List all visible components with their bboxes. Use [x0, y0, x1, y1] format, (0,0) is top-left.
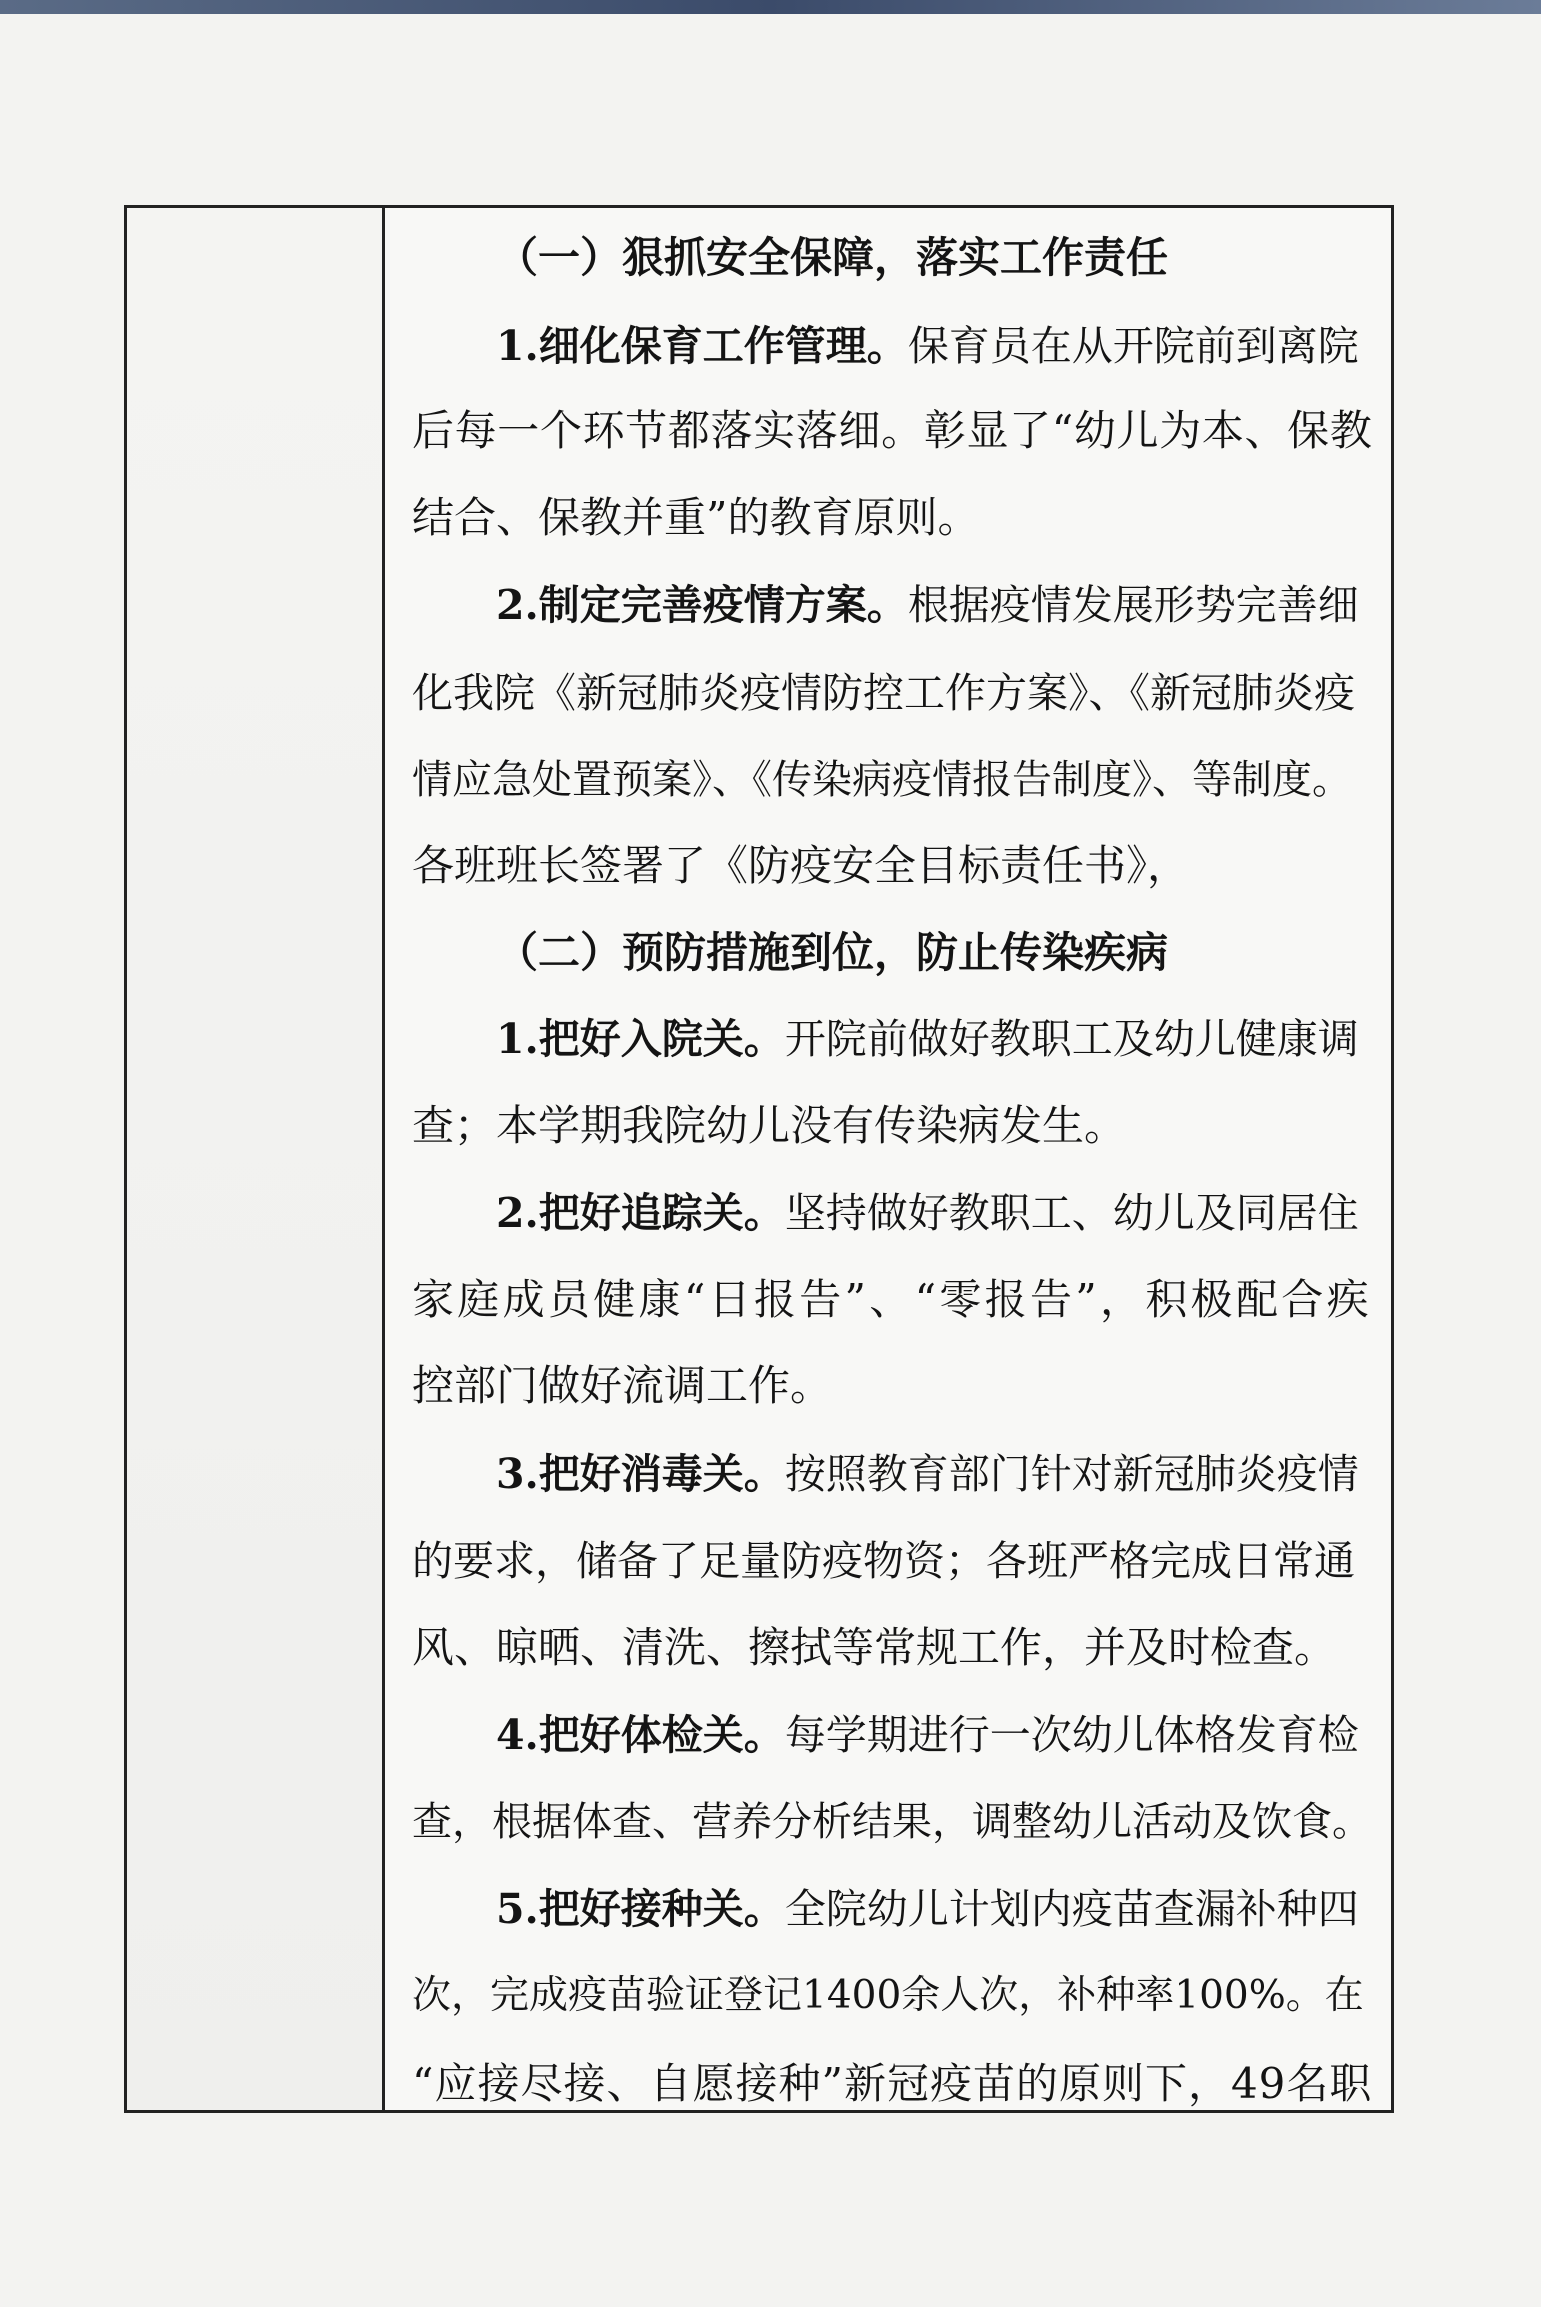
body-text: “应接尽接、自愿接种”新冠疫苗的原则下，49名职 — [412, 2059, 1373, 2108]
body-text: 按照教育部门针对新冠肺炎疫情 — [784, 1450, 1359, 1498]
text-line — [496, 923, 1168, 983]
text-line — [496, 575, 1359, 635]
text-line — [412, 1270, 1372, 1330]
text-line — [412, 836, 1189, 896]
bold-heading: 3.把好消毒关。 — [496, 1450, 785, 1498]
text-line — [412, 663, 1355, 723]
body-text: 的要求，储备了足量防疫物资；各班严格完成日常通 — [412, 1537, 1355, 1585]
body-text: 坚持做好教职工、幼儿及同居住 — [784, 1189, 1359, 1237]
text-line — [412, 401, 1372, 461]
bold-heading: 2.制定完善疫情方案。 — [496, 581, 908, 629]
body-text: 查，根据体查、营养分析结果，调整幼儿活动及饮食。 — [412, 1799, 1372, 1845]
text-line — [496, 1183, 1359, 1243]
bold-heading: 1.细化保育工作管理。 — [496, 322, 908, 370]
scan-top-edge — [0, 0, 1541, 14]
bold-heading: 1.把好入院关。 — [496, 1015, 785, 1063]
document-table — [124, 205, 1394, 2113]
text-line — [496, 1009, 1359, 1069]
left-column — [127, 208, 385, 2110]
text-line — [496, 1705, 1359, 1765]
text-line — [412, 1792, 1372, 1852]
body-text: 家庭成员健康“日报告”、“零报告”，积极配合疾 — [412, 1275, 1372, 1324]
text-line — [412, 750, 1352, 810]
text-line — [412, 1966, 1364, 2026]
bold-heading: （二）预防措施到位，防止传染疾病 — [496, 928, 1169, 977]
text-line — [496, 316, 1359, 376]
body-text: 风、晾晒、清洗、擦拭等常规工作，并及时检查。 — [412, 1623, 1337, 1672]
text-line — [412, 1618, 1336, 1678]
body-text: 保育员在从开院前到离院 — [907, 322, 1359, 370]
bold-heading: 5.把好接种关。 — [496, 1885, 785, 1933]
body-text: 每学期进行一次幼儿体格发育检 — [784, 1711, 1359, 1759]
bold-heading: （一）狠抓安全保障，落实工作责任 — [496, 233, 1169, 282]
body-text: 根据疫情发展形势完善细 — [907, 581, 1359, 629]
body-text: 化我院《新冠肺炎疫情防控工作方案》、《新冠肺炎疫 — [412, 669, 1355, 717]
text-line — [412, 2054, 1372, 2114]
text-line — [412, 1531, 1355, 1591]
text-line — [496, 1879, 1359, 1939]
text-line — [412, 1356, 832, 1416]
text-line — [496, 1444, 1359, 1504]
body-text: 后每一个环节都落实落细。彰显了“幼儿为本、保教 — [412, 406, 1373, 455]
bold-heading: 4.把好体检关。 — [496, 1711, 785, 1759]
body-text: 控部门做好流调工作。 — [412, 1361, 833, 1410]
body-text: 结合、保教并重”的教育原则。 — [412, 493, 980, 542]
text-line — [412, 1096, 1126, 1156]
body-text: 开院前做好教职工及幼儿健康调 — [784, 1015, 1359, 1063]
body-text: 情应急处置预案》、《传染病疫情报告制度》、等制度。 — [412, 757, 1352, 803]
text-line — [412, 488, 979, 548]
text-line — [496, 228, 1168, 288]
body-text: 查；本学期我院幼儿没有传染病发生。 — [412, 1101, 1127, 1150]
body-text: 各班班长签署了《防疫安全目标责任书》， — [412, 841, 1190, 890]
body-text: 全院幼儿计划内疫苗查漏补种四 — [784, 1885, 1359, 1933]
body-text: 次，完成疫苗验证登记1400余人次，补种率100%。在 — [412, 1973, 1364, 2018]
bold-heading: 2.把好追踪关。 — [496, 1189, 785, 1237]
